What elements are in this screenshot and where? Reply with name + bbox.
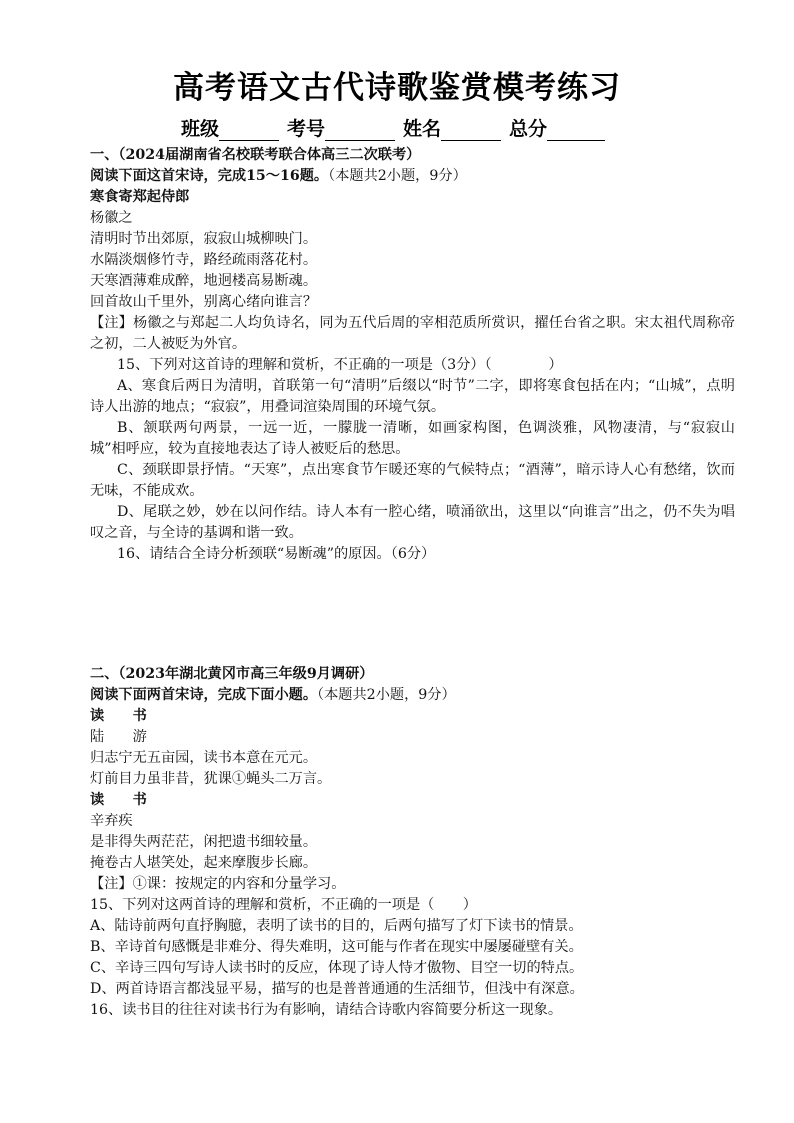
score-blank[interactable]	[547, 120, 605, 141]
name-blank[interactable]	[441, 120, 501, 141]
option-c-2[interactable]: C、辛诗三四句写诗人读书时的反应，体现了诗人恃才傲物、目空一切的特点。	[90, 960, 584, 976]
option-a-2[interactable]: A、陆诗前两句直抒胸臆，表明了读书的目的，后两句描写了灯下读书的情景。	[90, 918, 583, 934]
class-label: 班级	[180, 118, 219, 140]
question-16-2: 16、读书目的往往对读书行为有影响，请结合诗歌内容简要分析这一现象。	[90, 1002, 563, 1018]
question-15-2: 15、下列对这两首诗的理解和赏析，不正确的一项是（ ）	[90, 897, 477, 913]
option-a[interactable]	[90, 376, 735, 418]
poem-note-text: 【注】杨徽之与郑起二人均负诗名，同为五代后周的宰相范质所赏识，擢任台省之职。宋太祖代周称帝之初，二人被贬为外官。	[90, 315, 735, 352]
question-15	[90, 355, 735, 376]
poem-title: 寒食寄郑起侍郎	[90, 189, 190, 205]
poem1-title: 读 书	[90, 708, 147, 724]
option-a-text: A、寒食后两日为清明，首联第一句“清明”后缀以“时节”二字，即将寒食包括在内；“山城”，点明诗人出游的地点；“寂寂”，用叠词渲染周围的环境气氛。	[90, 378, 735, 415]
poem-line: 天寒酒薄难成醉，地迥楼高易断魂。	[90, 273, 318, 289]
poem2-title: 读 书	[90, 792, 147, 808]
section2-heading: 二、（2023年湖北黄冈市高三年级9月调研）	[90, 666, 374, 682]
poem1-line: 灯前目力虽非昔，犹课①蝇头二万言。	[90, 771, 332, 787]
section2-instruction-rest: （本题共2小题，9分）	[317, 687, 456, 703]
poem2-line: 是非得失两茫茫，闲把遗书细较量。	[90, 834, 318, 850]
poem-note	[90, 313, 735, 355]
option-b-text: B、颔联两句两景，一远一近，一朦胧一清晰，如画家构图，色调淡雅，风物凄清，与“寂寂山城”相呼应，较为直接地表达了诗人被贬后的愁思。	[90, 420, 735, 457]
poem1-author: 陆 游	[90, 729, 147, 745]
poem-line: 清明时节出郊原，寂寂山城柳映门。	[90, 231, 318, 247]
option-d[interactable]	[90, 502, 735, 544]
poem2-author: 辛弃疾	[90, 813, 133, 829]
option-c[interactable]	[90, 460, 735, 502]
section2-instruction-main: 阅读下面两首宋诗，完成下面小题。	[90, 687, 318, 703]
section1-heading: 一、（2024届湖南省名校联考联合体高三二次联考）	[90, 147, 421, 163]
option-d-text: D、尾联之妙，妙在以问作结。诗人本有一腔心绪，喷涌欲出，这里以“向谁言”出之，仍不失为唱叹之音，与全诗的基调和谐一致。	[90, 504, 735, 541]
exam-no-label: 考号	[286, 118, 325, 140]
option-b-2[interactable]: B、辛诗首句感慨是非难分、得失难明，这可能与作者在现实中屡屡碰壁有关。	[90, 939, 583, 955]
section1-instruction-rest: （本题共2小题，9分）	[328, 168, 467, 184]
poem-line: 回首故山千里外，别离心绪向谁言？	[90, 294, 318, 310]
exam-no-blank[interactable]	[325, 120, 395, 141]
question-15-text: 15、下列对这首诗的理解和赏析，不正确的一项是（3分）（ ）	[117, 357, 563, 373]
score-label: 总分	[509, 118, 548, 140]
option-b[interactable]	[90, 418, 735, 460]
question-16	[90, 544, 735, 565]
poem-line: 水隔淡烟修竹寺，路经疏雨落花村。	[90, 252, 318, 268]
section1-instruction-main: 阅读下面这首宋诗，完成15～16题。	[90, 168, 329, 184]
poem-note-2: 【注】①课：按规定的内容和分量学习。	[90, 876, 346, 892]
poem1-line: 归志宁无五亩园，读书本意在元元。	[90, 750, 318, 766]
poem2-line: 掩卷古人堪笑处，起来摩腹步长廊。	[90, 855, 318, 871]
name-label: 姓名	[403, 118, 442, 140]
page-title: 高考语文古代诗歌鉴赏模考练习	[173, 70, 621, 106]
question-16-text: 16、请结合全诗分析颈联“易断魂”的原因。（6分）	[117, 546, 436, 562]
student-info-line	[0, 114, 794, 141]
poem-author: 杨徽之	[90, 210, 133, 226]
option-d-2[interactable]: D、两首诗语言都浅显平易，描写的也是普普通通的生活细节，但浅中有深意。	[90, 981, 584, 997]
class-blank[interactable]	[219, 120, 279, 141]
option-c-text: C、颈联即景抒情。“天寒”，点出寒食节乍暖还寒的气候特点；“酒薄”，暗示诗人心有愁绪，饮而无味，不能成欢。	[90, 462, 735, 499]
section2-instruction	[90, 685, 456, 706]
section1-instruction	[90, 166, 467, 187]
